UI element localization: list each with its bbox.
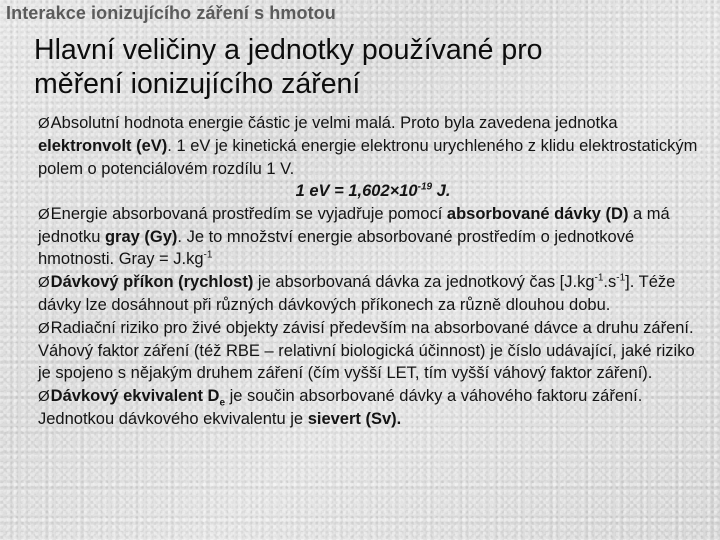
bullet-bold-term: Dávkový ekvivalent D bbox=[50, 386, 220, 405]
bullet-bold-term: Dávkový příkon (rychlost) bbox=[50, 272, 254, 291]
bullet-text: je absorbovaná dávka za jednotkový čas [J.kg bbox=[253, 272, 595, 291]
superscript: -1 bbox=[616, 272, 626, 284]
slide-title-line-1: Hlavní veličiny a jednotky používané pro bbox=[34, 34, 543, 66]
slide-title-line-2: měření ionizujícího záření bbox=[34, 68, 361, 100]
bullet-text: Radiační riziko pro živé objekty závisí především na absorbované dávce a druhu záření. Váhový faktor záření (též RBE – relativní biologická účinnost) je číslo udávající, jaké riziko je spojeno s nějakým druhem záření (čím vyšší LET, tím vyšší váhový faktor záření). bbox=[38, 318, 695, 383]
bullet-dose-rate bbox=[38, 271, 700, 317]
superscript: -1 bbox=[594, 272, 604, 284]
bullet-electronvolt bbox=[38, 112, 700, 180]
bullet-text: .s bbox=[603, 272, 617, 291]
bullet-text: ]. Téže dávky lze dosáhnout při různých dávkových příkonech za různě dlouhou dobu. bbox=[38, 272, 676, 315]
bullet-bold-term: absorbované dávky (D) bbox=[446, 204, 629, 223]
bullet-bold-term: sievert (Sv). bbox=[307, 410, 402, 429]
formula-unit: J. bbox=[432, 182, 451, 201]
arrow-bullet-icon: Ø bbox=[38, 205, 50, 223]
bullet-absorbed-dose bbox=[38, 203, 700, 271]
formula-main: 1 eV = 1,602×10 bbox=[295, 182, 418, 201]
bullet-text: a má jednotku bbox=[38, 204, 670, 247]
slide-title bbox=[34, 33, 694, 101]
formula-electronvolt bbox=[38, 180, 700, 202]
arrow-bullet-icon: Ø bbox=[38, 387, 50, 405]
slide-content bbox=[38, 112, 700, 431]
bullet-text: Absolutní hodnota energie částic je velmi malá. Proto byla zavedena jednotka bbox=[50, 114, 618, 132]
slide-header: Interakce ionizujícího záření s hmotou bbox=[6, 3, 336, 23]
arrow-bullet-icon: Ø bbox=[38, 319, 50, 337]
superscript: -1 bbox=[203, 249, 213, 261]
bullet-dose-equivalent bbox=[38, 385, 700, 431]
bullet-text: je součin absorbované dávky a váhového faktoru záření. Jednotkou dávkového ekvivalentu je bbox=[38, 386, 643, 429]
bullet-text: . Je to množství energie absorbované prostředím o jednotkové hmotnosti. Gray = J.kg bbox=[38, 228, 635, 269]
bullet-text: Energie absorbovaná prostředím se vyjadřuje pomocí bbox=[50, 204, 447, 223]
arrow-bullet-icon: Ø bbox=[38, 115, 50, 132]
arrow-bullet-icon: Ø bbox=[38, 273, 50, 291]
subscript: e bbox=[219, 397, 225, 409]
bullet-text: . 1 eV je kinetická energie elektronu urychleného z klidu elektrostatickým polem o potenciálovém rozdílu 1 V. bbox=[38, 137, 698, 178]
formula-exponent: -19 bbox=[417, 181, 433, 193]
bullet-bold-term: gray (Gy) bbox=[104, 228, 178, 247]
bullet-radiation-risk bbox=[38, 317, 700, 385]
bullet-bold-term: elektronvolt (eV) bbox=[38, 137, 168, 156]
